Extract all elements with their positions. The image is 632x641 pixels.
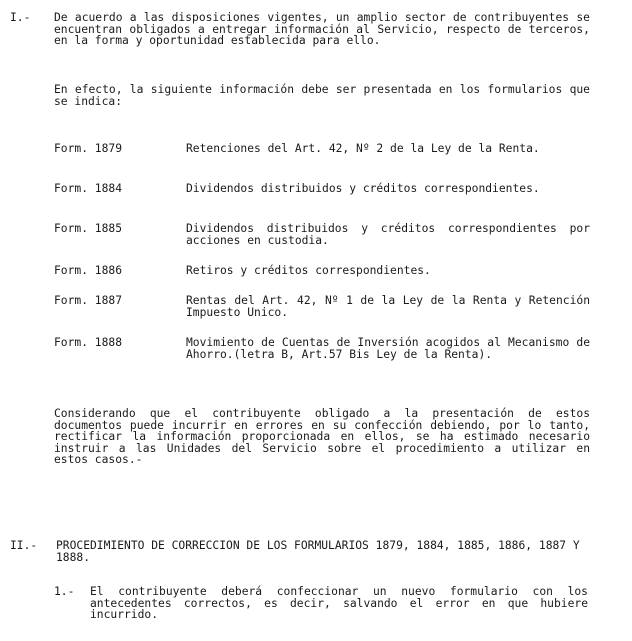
section-1-intro: De acuerdo a las disposiciones vigentes, un amplio sector de contribuyentes se encuentran obligados a entregar información al Servicio, respecto de terceros, en la forma y oportunidad establecida para ello. [54, 11, 590, 47]
form-code: Form. 1885 [54, 222, 123, 235]
section-2-title: PROCEDIMIENTO DE CORRECCION DE LOS FORMULARIOS 1879, 1884, 1885, 1886, 1887 Y 1888. [56, 539, 580, 564]
form-code: Form. 1888 [54, 336, 123, 349]
form-code: Form. 1879 [54, 142, 123, 155]
form-code: Form. 1887 [54, 294, 123, 307]
item-number: 1.- [54, 585, 75, 598]
section-2-number: II.- [10, 539, 38, 552]
form-code: Form. 1884 [54, 182, 123, 195]
form-description: Dividendos distribuidos y créditos correspondientes. [186, 182, 540, 195]
form-description: Dividendos distribuidos y créditos correspondientes por acciones en custodia. [186, 222, 590, 247]
section-1-number: I.- [10, 11, 31, 24]
form-description: Retiros y créditos correspondientes. [186, 264, 431, 277]
item-text: El contribuyente deberá confeccionar un nuevo formulario con los antecedentes correctos, es decir, salvando el error en que hubiere incurrido. [90, 585, 588, 621]
form-code: Form. 1886 [54, 264, 123, 277]
section-1-paragraph-2: En efecto, la siguiente información debe ser presentada en los formularios que se indica: [54, 83, 590, 108]
form-description: Movimiento de Cuentas de Inversión acogidos al Mecanismo de Ahorro.(letra B, Art.57 Bis Ley de la Renta). [186, 336, 590, 361]
section-1-closing: Considerando que el contribuyente obligado a la presentación de estos documentos puede incurrir en errores en su confección debiendo, por lo tanto, rectificar la información proporcionada en ellos, se ha estimado necesario instruir a las Unidades del Servicio sobre el procedimiento a utilizar en estos casos.- [54, 407, 590, 466]
form-description: Rentas del Art. 42, Nº 1 de la Ley de la Renta y Retención Impuesto Unico. [186, 294, 590, 319]
form-description: Retenciones del Art. 42, Nº 2 de la Ley de la Renta. [186, 142, 540, 155]
